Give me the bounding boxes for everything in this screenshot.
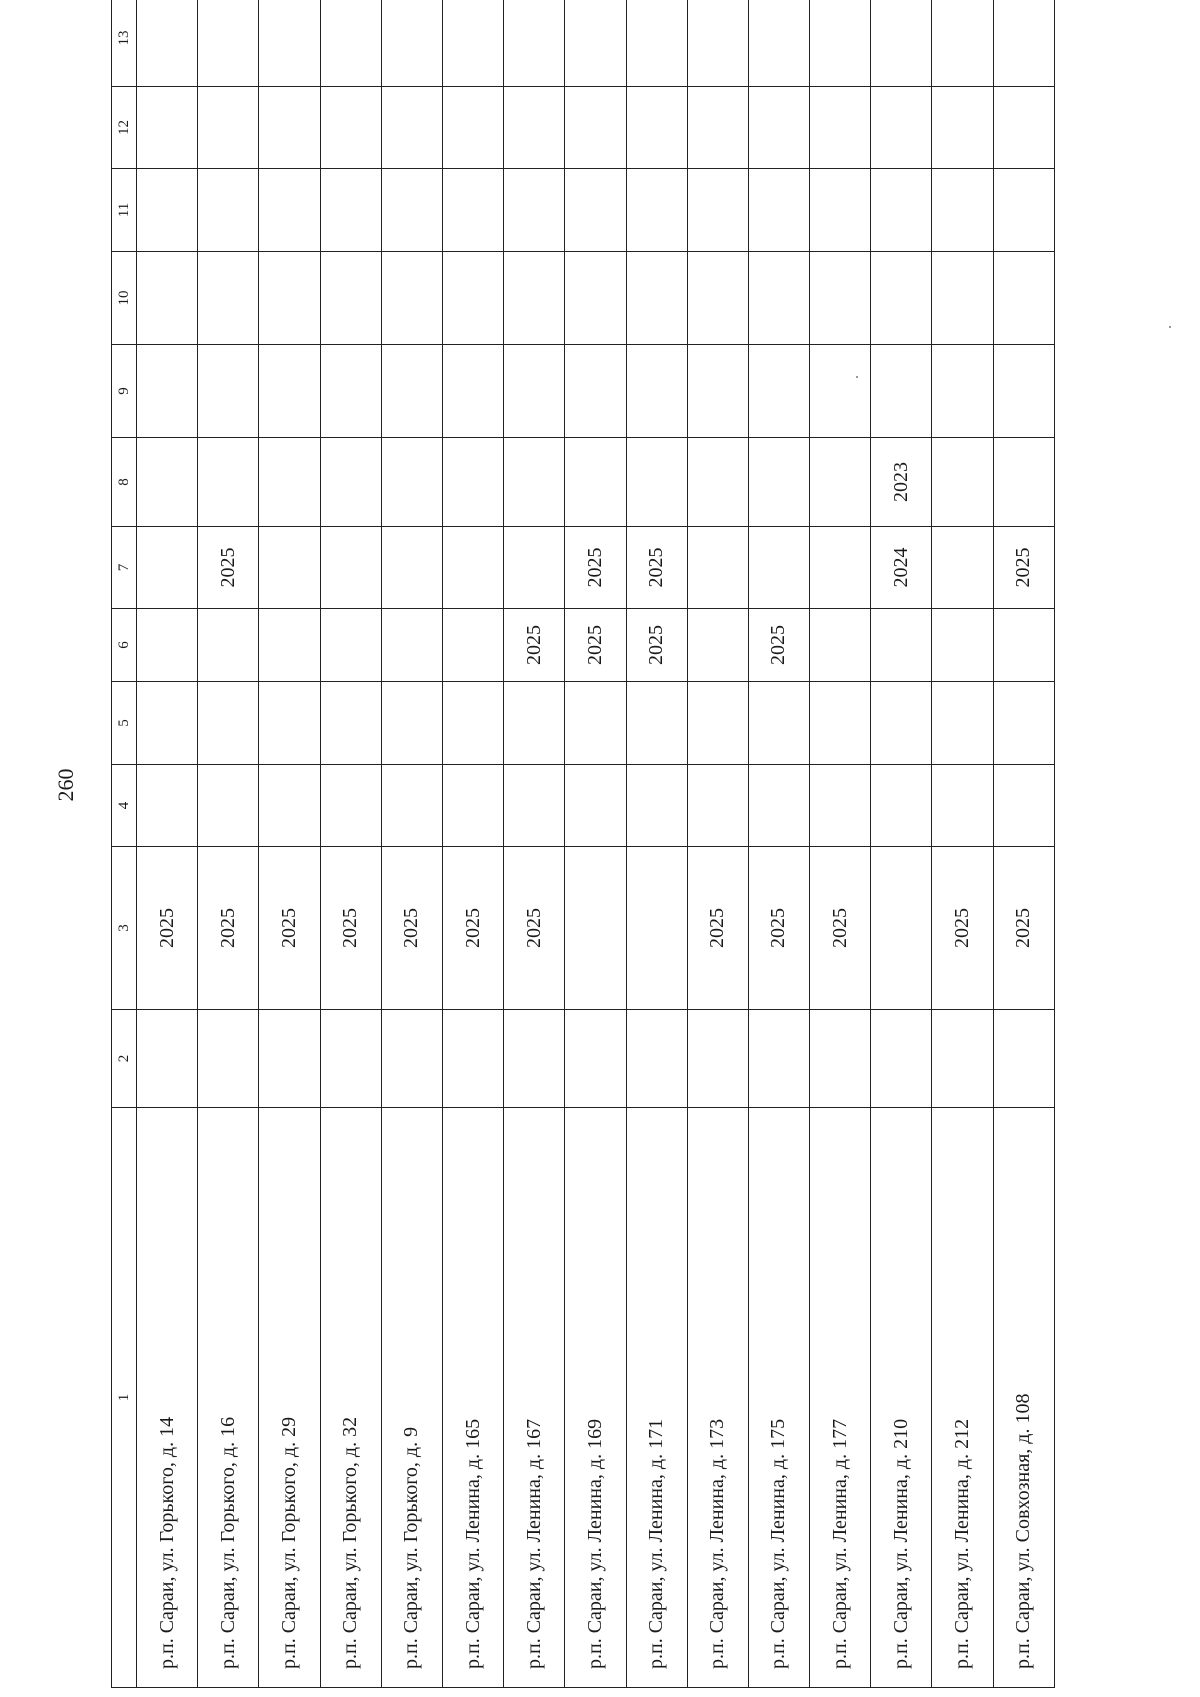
year-cell-col-3: 2025 [687,847,748,1010]
year-cell-col-8 [137,438,198,527]
year-cell-col-12 [810,87,871,169]
year-cell-col-11 [993,169,1054,252]
table-row [810,0,871,1688]
year-cell-col-8: 2023 [871,438,932,527]
year-cell-col-11 [137,169,198,252]
year-cell-col-5 [137,682,198,765]
column-header-8: 8 [112,438,137,527]
year-cell-col-8 [565,438,626,527]
table-body [137,0,1055,1688]
year-cell-col-6: 2025 [748,609,809,682]
table-row [626,0,687,1688]
year-cell-col-6 [993,609,1054,682]
year-cell-col-5 [748,682,809,765]
year-cell-col-3: 2025 [198,847,259,1010]
year-cell-col-13 [442,0,503,87]
year-cell-col-10 [565,252,626,345]
year-cell-col-12 [993,87,1054,169]
year-cell-col-13 [198,0,259,87]
year-cell-col-8 [504,438,565,527]
year-cell-col-2 [442,1010,503,1108]
address-cell: р.п. Сараи, ул. Горького, д. 9 [381,1108,442,1688]
year-cell-col-11 [198,169,259,252]
data-table [111,0,1055,1688]
column-header-5: 5 [112,682,137,765]
year-cell-col-6 [137,609,198,682]
year-cell-col-8 [259,438,320,527]
address-cell: р.п. Сараи, ул. Ленина, д. 212 [932,1108,993,1688]
year-cell-col-13 [748,0,809,87]
year-cell-col-8 [932,438,993,527]
year-cell-col-8 [748,438,809,527]
year-cell-col-7: 2024 [871,527,932,609]
address-cell: р.п. Сараи, ул. Ленина, д. 171 [626,1108,687,1688]
year-cell-col-11 [320,169,381,252]
address-cell: р.п. Сараи, ул. Ленина, д. 210 [871,1108,932,1688]
year-cell-col-9 [687,345,748,438]
year-cell-col-11 [932,169,993,252]
year-cell-col-11 [748,169,809,252]
year-cell-col-3: 2025 [932,847,993,1010]
year-cell-col-7 [259,527,320,609]
table-row [871,0,932,1688]
year-cell-col-13 [565,0,626,87]
scan-speck [856,376,858,378]
year-cell-col-5 [932,682,993,765]
year-cell-col-13 [320,0,381,87]
column-header-4: 4 [112,765,137,847]
header-row [112,0,137,1688]
address-cell: р.п. Сараи, ул. Ленина, д. 177 [810,1108,871,1688]
year-cell-col-4 [320,765,381,847]
year-cell-col-9 [932,345,993,438]
year-cell-col-9 [198,345,259,438]
year-cell-col-9 [748,345,809,438]
column-header-1: 1 [112,1108,137,1688]
year-cell-col-13 [626,0,687,87]
year-cell-col-13 [810,0,871,87]
year-cell-col-8 [993,438,1054,527]
year-cell-col-4 [442,765,503,847]
year-cell-col-9 [320,345,381,438]
year-cell-col-3: 2025 [381,847,442,1010]
table-row [198,0,259,1688]
year-cell-col-9 [137,345,198,438]
year-cell-col-9 [442,345,503,438]
address-cell: р.п. Сараи, ул. Горького, д. 16 [198,1108,259,1688]
year-cell-col-5 [381,682,442,765]
year-cell-col-6 [320,609,381,682]
year-cell-col-10 [137,252,198,345]
year-cell-col-12 [748,87,809,169]
year-cell-col-6 [687,609,748,682]
year-cell-col-6 [932,609,993,682]
year-cell-col-7 [137,527,198,609]
year-cell-col-11 [442,169,503,252]
address-cell: р.п. Сараи, ул. Ленина, д. 173 [687,1108,748,1688]
address-cell: р.п. Сараи, ул. Ленина, д. 175 [748,1108,809,1688]
year-cell-col-12 [687,87,748,169]
year-cell-col-13 [993,0,1054,87]
table-row [442,0,503,1688]
year-cell-col-12 [381,87,442,169]
year-cell-col-2 [810,1010,871,1108]
year-cell-col-8 [687,438,748,527]
year-cell-col-13 [504,0,565,87]
year-cell-col-9 [871,345,932,438]
year-cell-col-10 [198,252,259,345]
year-cell-col-4 [198,765,259,847]
year-cell-col-6: 2025 [565,609,626,682]
year-cell-col-5 [565,682,626,765]
year-cell-col-4 [137,765,198,847]
year-cell-col-7: 2025 [993,527,1054,609]
year-cell-col-10 [442,252,503,345]
year-cell-col-10 [381,252,442,345]
year-cell-col-7 [442,527,503,609]
year-cell-col-7 [932,527,993,609]
year-cell-col-9 [810,345,871,438]
year-cell-col-5 [810,682,871,765]
year-cell-col-12 [871,87,932,169]
year-cell-col-12 [137,87,198,169]
year-cell-col-2 [932,1010,993,1108]
table-row [748,0,809,1688]
year-cell-col-2 [626,1010,687,1108]
page-number: 260 [53,768,78,802]
table-row [320,0,381,1688]
year-cell-col-5 [871,682,932,765]
year-cell-col-3: 2025 [259,847,320,1010]
year-cell-col-7: 2025 [565,527,626,609]
year-cell-col-8 [320,438,381,527]
address-cell: р.п. Сараи, ул. Горького, д. 29 [259,1108,320,1688]
year-cell-col-13 [932,0,993,87]
year-cell-col-9 [993,345,1054,438]
year-cell-col-11 [810,169,871,252]
year-cell-col-8 [442,438,503,527]
address-cell: р.п. Сараи, ул. Ленина, д. 169 [565,1108,626,1688]
year-cell-col-5 [504,682,565,765]
address-cell: р.п. Сараи, ул. Совхозная, д. 108 [993,1108,1054,1688]
year-cell-col-4 [993,765,1054,847]
year-cell-col-7 [687,527,748,609]
year-cell-col-13 [137,0,198,87]
year-cell-col-7 [381,527,442,609]
year-cell-col-7: 2025 [626,527,687,609]
table-row [932,0,993,1688]
year-cell-col-11 [565,169,626,252]
year-cell-col-3: 2025 [137,847,198,1010]
year-cell-col-7 [748,527,809,609]
year-cell-col-10 [932,252,993,345]
year-cell-col-10 [748,252,809,345]
year-cell-col-2 [320,1010,381,1108]
year-cell-col-13 [687,0,748,87]
column-header-7: 7 [112,527,137,609]
column-header-6: 6 [112,609,137,682]
year-cell-col-11 [626,169,687,252]
column-header-3: 3 [112,847,137,1010]
year-cell-col-6 [442,609,503,682]
year-cell-col-4 [381,765,442,847]
year-cell-col-4 [687,765,748,847]
table-row [381,0,442,1688]
year-cell-col-3 [565,847,626,1010]
table-row [504,0,565,1688]
year-cell-col-2 [748,1010,809,1108]
year-cell-col-3: 2025 [320,847,381,1010]
year-cell-col-10 [993,252,1054,345]
year-cell-col-9 [626,345,687,438]
year-cell-col-3: 2025 [504,847,565,1010]
address-cell: р.п. Сараи, ул. Ленина, д. 165 [442,1108,503,1688]
year-cell-col-10 [871,252,932,345]
year-cell-col-2 [687,1010,748,1108]
year-cell-col-7 [320,527,381,609]
year-cell-col-6 [381,609,442,682]
year-cell-col-13 [381,0,442,87]
year-cell-col-8 [810,438,871,527]
year-cell-col-10 [320,252,381,345]
year-cell-col-9 [504,345,565,438]
table-row [565,0,626,1688]
column-header-13: 13 [112,0,137,87]
year-cell-col-4 [565,765,626,847]
year-cell-col-4 [259,765,320,847]
year-cell-col-2 [993,1010,1054,1108]
year-cell-col-3: 2025 [748,847,809,1010]
year-cell-col-11 [687,169,748,252]
year-cell-col-9 [565,345,626,438]
year-cell-col-2 [259,1010,320,1108]
year-cell-col-2 [198,1010,259,1108]
table-row [137,0,198,1688]
address-cell: р.п. Сараи, ул. Ленина, д. 167 [504,1108,565,1688]
table-row [259,0,320,1688]
year-cell-col-2 [565,1010,626,1108]
column-header-12: 12 [112,87,137,169]
year-cell-col-12 [626,87,687,169]
year-cell-col-10 [259,252,320,345]
year-cell-col-11 [871,169,932,252]
year-cell-col-12 [259,87,320,169]
year-cell-col-5 [259,682,320,765]
year-cell-col-10 [810,252,871,345]
year-cell-col-5 [687,682,748,765]
column-header-10: 10 [112,252,137,345]
year-cell-col-5 [993,682,1054,765]
year-cell-col-3: 2025 [993,847,1054,1010]
year-cell-col-11 [504,169,565,252]
year-cell-col-6 [198,609,259,682]
year-cell-col-12 [565,87,626,169]
year-cell-col-4 [810,765,871,847]
year-cell-col-10 [626,252,687,345]
table-container [111,30,1055,1688]
address-cell: р.п. Сараи, ул. Горького, д. 32 [320,1108,381,1688]
year-cell-col-4 [504,765,565,847]
year-cell-col-12 [198,87,259,169]
year-cell-col-4 [748,765,809,847]
year-cell-col-13 [871,0,932,87]
table-row [687,0,748,1688]
year-cell-col-4 [932,765,993,847]
year-cell-col-3 [871,847,932,1010]
year-cell-col-7: 2025 [198,527,259,609]
year-cell-col-10 [504,252,565,345]
year-cell-col-12 [320,87,381,169]
year-cell-col-8 [626,438,687,527]
year-cell-col-2 [137,1010,198,1108]
year-cell-col-11 [381,169,442,252]
year-cell-col-9 [259,345,320,438]
year-cell-col-5 [198,682,259,765]
year-cell-col-5 [442,682,503,765]
year-cell-col-5 [320,682,381,765]
year-cell-col-6: 2025 [626,609,687,682]
year-cell-col-4 [626,765,687,847]
year-cell-col-7 [504,527,565,609]
column-header-11: 11 [112,169,137,252]
year-cell-col-6 [259,609,320,682]
column-header-9: 9 [112,345,137,438]
year-cell-col-9 [381,345,442,438]
year-cell-col-12 [932,87,993,169]
column-header-2: 2 [112,1010,137,1108]
year-cell-col-5 [626,682,687,765]
year-cell-col-7 [810,527,871,609]
year-cell-col-10 [687,252,748,345]
scan-speck [1169,326,1171,328]
year-cell-col-13 [259,0,320,87]
year-cell-col-2 [504,1010,565,1108]
year-cell-col-4 [871,765,932,847]
year-cell-col-3: 2025 [442,847,503,1010]
table-row [993,0,1054,1688]
year-cell-col-6: 2025 [504,609,565,682]
year-cell-col-12 [442,87,503,169]
year-cell-col-11 [259,169,320,252]
year-cell-col-3: 2025 [810,847,871,1010]
year-cell-col-8 [198,438,259,527]
year-cell-col-6 [810,609,871,682]
year-cell-col-8 [381,438,442,527]
year-cell-col-3 [626,847,687,1010]
year-cell-col-2 [381,1010,442,1108]
year-cell-col-2 [871,1010,932,1108]
address-cell: р.п. Сараи, ул. Горького, д. 14 [137,1108,198,1688]
year-cell-col-6 [871,609,932,682]
year-cell-col-12 [504,87,565,169]
